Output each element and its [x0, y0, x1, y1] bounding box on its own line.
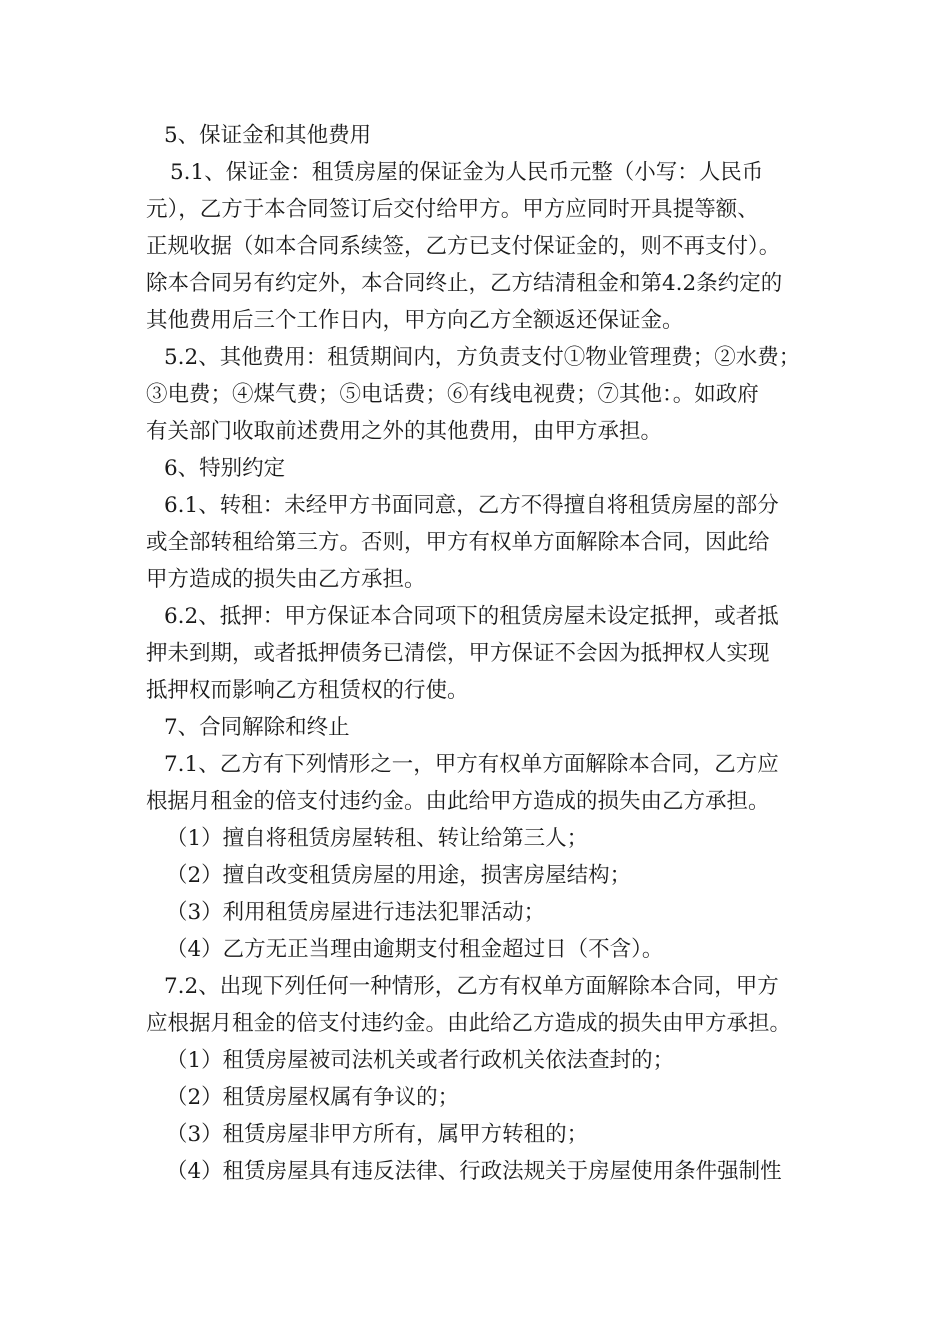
- clause-line: 5.1、保证金：租赁房屋的保证金为人民币元整（小写：人民币: [170, 160, 764, 185]
- clause-line: 7.2、出现下列任何一种情形，乙方有权单方面解除本合同，甲方: [164, 974, 779, 999]
- clause-line: 或全部转租给第三方。否则，甲方有权单方面解除本合同，因此给: [146, 530, 770, 555]
- list-item: （1）擅自将租赁房屋转租、转让给第三人；: [166, 826, 589, 851]
- clause-line: 6.1、转租：未经甲方书面同意，乙方不得擅自将租赁房屋的部分: [164, 493, 779, 518]
- list-item: （1）租赁房屋被司法机关或者行政机关依法查封的；: [166, 1048, 675, 1073]
- clause-line: 甲方造成的损失由乙方承担。: [146, 567, 426, 592]
- section-heading: 5、保证金和其他费用: [164, 123, 372, 148]
- document-body: [146, 117, 816, 1190]
- clause-line: 应根据月租金的倍支付违约金。由此给乙方造成的损失由甲方承担。: [146, 1011, 792, 1036]
- clause-line: 元），乙方于本合同签订后交付给甲方。甲方应同时开具提等额、: [146, 197, 759, 222]
- clause-line: 根据月租金的倍支付违约金。由此给甲方造成的损失由乙方承担。: [146, 789, 770, 814]
- clause-line: 7.1、乙方有下列情形之一，甲方有权单方面解除本合同，乙方应: [164, 752, 779, 777]
- list-item: （4）乙方无正当理由逾期支付租金超过日（不含）。: [166, 937, 664, 962]
- list-item: （2）租赁房屋权属有争议的；: [166, 1085, 460, 1110]
- clause-line: 除本合同另有约定外，本合同终止，乙方结清租金和第4.2条约定的: [146, 271, 783, 296]
- list-item: （3）租赁房屋非甲方所有，属甲方转租的；: [166, 1122, 589, 1147]
- list-item: （4）租赁房屋具有违反法律、行政法规关于房屋使用条件强制性: [166, 1159, 782, 1184]
- list-item: （3）利用租赁房屋进行违法犯罪活动；: [166, 900, 546, 925]
- list-item: （2）擅自改变租赁房屋的用途，损害房屋结构；: [166, 863, 632, 888]
- clause-line: 5.2、其他费用：租赁期间内，方负责支付①物业管理费；②水费；: [164, 345, 801, 370]
- section-heading: 7、合同解除和终止: [164, 715, 350, 740]
- clause-line: ③电费；④煤气费；⑤电话费；⑥有线电视费；⑦其他：。如政府: [146, 382, 759, 407]
- section-heading: 6、特别约定: [164, 456, 286, 481]
- clause-line: 6.2、抵押：甲方保证本合同项下的租赁房屋未设定抵押，或者抵: [164, 604, 779, 629]
- clause-line: 其他费用后三个工作日内，甲方向乙方全额返还保证金。: [146, 308, 684, 333]
- clause-line: 有关部门收取前述费用之外的其他费用，由甲方承担。: [146, 419, 663, 444]
- clause-line: 抵押权而影响乙方租赁权的行使。: [146, 678, 469, 703]
- clause-line: 押未到期，或者抵押债务已清偿，甲方保证不会因为抵押权人实现: [146, 641, 770, 666]
- clause-line: 正规收据（如本合同系续签，乙方已支付保证金的，则不再支付）。: [146, 234, 781, 259]
